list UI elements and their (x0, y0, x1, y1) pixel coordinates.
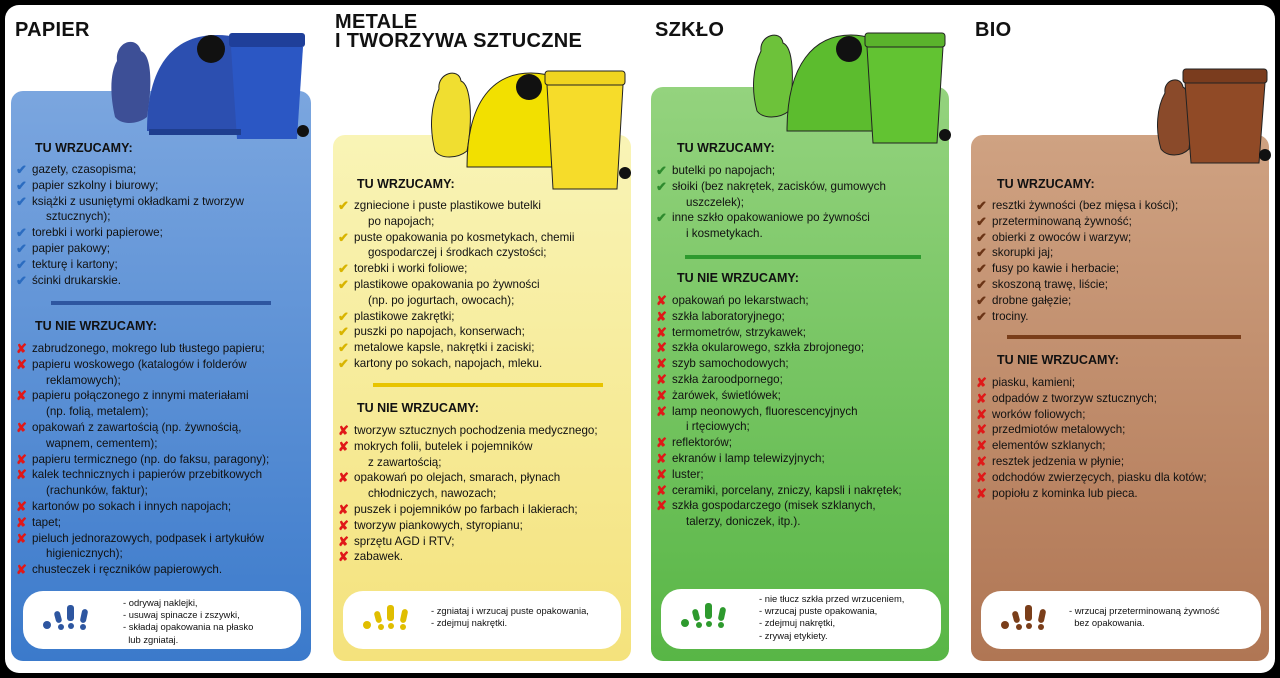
cross-icon: ✘ (976, 390, 987, 406)
item-text: opakowań po lekarstwach; (672, 294, 809, 307)
item-text: kartonów po sokach i innych napojach; (32, 499, 232, 513)
item-text: żarówek, świetlówek; (672, 388, 781, 402)
column-metale (327, 5, 643, 673)
cross-icon: ✘ (16, 498, 27, 514)
item-text: (np. folią, metalem); (46, 405, 149, 419)
check-icon: ✔ (656, 178, 667, 194)
no-heading: TU NIE WRZUCAMY: (997, 353, 1119, 367)
cross-icon: ✘ (976, 422, 987, 438)
check-icon: ✔ (16, 272, 27, 288)
yes-list (337, 198, 631, 372)
cross-icon: ✘ (656, 387, 667, 403)
accepted-item (337, 261, 631, 277)
check-icon: ✔ (16, 177, 27, 193)
check-icon: ✔ (338, 324, 349, 340)
tip-line: - odrywaj naklejki, (123, 597, 198, 608)
check-icon: ✔ (16, 256, 27, 272)
item-text: tapet; (32, 515, 62, 529)
item-text: szkła żaroodpornego; (672, 372, 783, 386)
no-heading: TU NIE WRZUCAMY: (677, 271, 799, 285)
item-text: puste opakowania po kosmetykach, chemii (354, 230, 575, 244)
cross-icon: ✘ (16, 451, 27, 467)
check-icon: ✔ (338, 198, 349, 213)
cross-icon: ✘ (656, 308, 667, 324)
rejected-item (655, 435, 951, 451)
item-text: szyb samochodowych; (672, 357, 789, 371)
waste-bin-illustration (747, 19, 957, 149)
rejected-item (655, 356, 951, 372)
tip-text (759, 593, 904, 642)
accepted-item (655, 210, 949, 242)
rejected-item (975, 486, 1271, 502)
item-text: skoszoną trawę, liście; (992, 277, 1108, 291)
column-szklo (647, 5, 963, 673)
item-text: pieluch jednorazowych, podpasek i artykułów (32, 531, 265, 545)
item-text: skorupki jaj; (992, 246, 1054, 260)
accepted-item (337, 277, 631, 309)
item-text: tworzyw sztucznych pochodzenia medycznego; (354, 424, 598, 437)
item-text: kalek technicznych i papierów przebitkowych (32, 468, 263, 482)
item-text: zabrudzonego, mokrego lub tłustego papieru; (32, 342, 265, 355)
item-text: torebki i worki foliowe; (354, 262, 468, 276)
tip-box (23, 591, 301, 649)
check-icon: ✔ (16, 162, 27, 177)
cross-icon: ✘ (338, 517, 349, 533)
yes-list (15, 162, 307, 288)
waste-bin-illustration (107, 21, 317, 151)
item-text: inne szkło opakowaniowe po żywności (672, 211, 870, 225)
item-text: chłodniczych, nawozach; (368, 487, 497, 501)
check-icon: ✔ (976, 245, 987, 261)
cross-icon: ✘ (656, 403, 667, 419)
rejected-item (975, 470, 1271, 486)
item-text: i kosmetykach. (686, 227, 763, 241)
recycling-poster (5, 5, 1275, 673)
check-icon: ✔ (16, 193, 27, 209)
cross-icon: ✘ (656, 498, 667, 514)
rejected-item (337, 518, 633, 534)
waste-bin-illustration (1153, 63, 1273, 168)
cross-icon: ✘ (338, 423, 349, 438)
title-line: BIO (975, 19, 1012, 41)
cross-icon: ✘ (976, 453, 987, 469)
cross-icon: ✘ (338, 470, 349, 486)
divider (685, 255, 921, 259)
rejected-item (655, 404, 951, 436)
item-text: opakowań z zawartością (np. żywnością, (32, 420, 242, 434)
item-text: sztucznych); (46, 210, 111, 224)
accepted-item (975, 293, 1269, 309)
cross-icon: ✘ (656, 324, 667, 340)
item-text: reklamowych); (46, 373, 121, 387)
rejected-item (15, 388, 311, 420)
item-text: resztek jedzenia w płynie; (992, 454, 1125, 468)
item-text: papieru woskowego (katalogów i folderów (32, 357, 247, 371)
rejected-item (15, 357, 311, 389)
rejected-item (655, 309, 951, 325)
check-icon: ✔ (656, 210, 667, 226)
item-text: odpadów z tworzyw sztucznych; (992, 391, 1157, 405)
item-text: wapnem, cementem); (46, 436, 158, 450)
check-icon: ✔ (976, 261, 987, 277)
item-text: książki z usuniętymi okładkami z tworzyw (32, 194, 244, 208)
check-icon: ✔ (338, 340, 349, 356)
rejected-item (975, 391, 1271, 407)
item-text: ceramiki, porcelany, zniczy, kapsli i nakrętek; (672, 483, 902, 497)
accepted-item (15, 178, 307, 194)
tip-line: - nie tłucz szkła przed wrzuceniem, (759, 593, 905, 604)
title-line: METALE (335, 11, 418, 33)
cross-icon: ✘ (16, 467, 27, 483)
tip-line: - składaj opakowania na płasko (123, 621, 254, 633)
accepted-item (337, 356, 631, 372)
item-text: papieru termicznego (np. do faksu, paragony); (32, 452, 270, 466)
rejected-item (337, 439, 633, 471)
rejected-item (975, 422, 1271, 438)
cross-icon: ✘ (16, 388, 27, 404)
item-text: z zawartością; (368, 455, 442, 469)
check-icon: ✔ (338, 261, 349, 277)
cross-icon: ✘ (16, 530, 27, 546)
tip-line: - zrywaj etykiety. (759, 629, 828, 641)
yes-list (655, 163, 949, 242)
no-list (655, 293, 951, 530)
accepted-item (655, 179, 949, 211)
item-text: przedmiotów metalowych; (992, 423, 1126, 437)
tip-box (981, 591, 1261, 649)
item-text: tworzyw piankowych, styropianu; (354, 518, 523, 532)
exclamation-icon (41, 603, 95, 631)
item-text: mokrych folii, butelek i pojemników (354, 439, 533, 453)
tip-text (123, 597, 253, 646)
check-icon: ✔ (16, 240, 27, 256)
tip-line: - zdejmuj nakrętki, (759, 617, 836, 629)
tip-box (661, 589, 941, 649)
cross-icon: ✘ (338, 501, 349, 517)
check-icon: ✔ (338, 229, 349, 245)
rejected-item (15, 562, 311, 578)
column-title (335, 13, 582, 51)
rejected-item (655, 498, 951, 530)
check-icon: ✔ (976, 213, 987, 229)
item-text: przeterminowaną żywność; (992, 214, 1132, 228)
rejected-item (975, 375, 1271, 391)
item-text: opakowań po olejach, smarach, płynach (354, 471, 561, 485)
accepted-item (975, 198, 1269, 214)
cross-icon: ✘ (976, 375, 987, 390)
tip-line: - zdejmuj nakrętki. (431, 617, 508, 629)
divider (1007, 335, 1241, 339)
rejected-item (15, 531, 311, 563)
item-text: kartony po sokach, napojach, mleku. (354, 356, 543, 370)
divider (373, 383, 603, 387)
item-text: papier pakowy; (32, 241, 110, 255)
accepted-item (15, 194, 307, 226)
item-text: (np. po jogurtach, owocach); (368, 293, 515, 307)
item-text: obierki z owoców i warzyw; (992, 230, 1132, 244)
accepted-item (975, 277, 1269, 293)
rejected-item (975, 438, 1271, 454)
item-text: lamp neonowych, fluorescencyjnych (672, 404, 858, 418)
item-text: po napojach; (368, 214, 435, 228)
rejected-item (15, 452, 311, 468)
rejected-item (655, 372, 951, 388)
rejected-item (655, 340, 951, 356)
rejected-item (337, 470, 633, 502)
item-text: metalowe kapsle, nakrętki i zaciski; (354, 341, 535, 355)
rejected-item (655, 325, 951, 341)
item-text: szkła laboratoryjnego; (672, 309, 785, 323)
item-text: papier szkolny i biurowy; (32, 178, 159, 192)
item-text: resztki żywności (bez mięsa i kości); (992, 199, 1179, 212)
check-icon: ✔ (976, 292, 987, 308)
cross-icon: ✘ (976, 438, 987, 454)
item-text: papieru połączonego z innymi materiałami (32, 389, 249, 403)
accepted-item (337, 309, 631, 325)
item-text: słoiki (bez nakrętek, zacisków, gumowych (672, 179, 886, 193)
accepted-item (655, 163, 949, 179)
tip-text (1069, 605, 1220, 629)
column-bio (967, 5, 1275, 673)
item-text: piasku, kamieni; (992, 376, 1076, 389)
no-heading: TU NIE WRZUCAMY: (35, 319, 157, 333)
item-text: i rtęciowych; (686, 420, 750, 434)
item-text: ekranów i lamp telewizyjnych; (672, 451, 825, 465)
exclamation-icon (999, 603, 1053, 631)
exclamation-icon (679, 601, 733, 629)
accepted-item (337, 230, 631, 262)
item-text: trociny. (992, 309, 1029, 323)
rejected-item (337, 423, 633, 439)
accepted-item (975, 230, 1269, 246)
cross-icon: ✘ (338, 533, 349, 549)
cross-icon: ✘ (656, 450, 667, 466)
item-text: butelki po napojach; (672, 164, 776, 177)
yes-heading: TU WRZUCAMY: (35, 141, 133, 155)
accepted-item (15, 241, 307, 257)
tip-line: - wrzucaj puste opakowania, (759, 605, 878, 617)
item-text: zgniecione i puste plastikowe butelki (354, 199, 541, 212)
tip-line: bez opakowania. (1069, 617, 1145, 629)
check-icon: ✔ (656, 163, 667, 178)
item-text: sprzętu AGD i RTV; (354, 534, 455, 548)
rejected-item (15, 515, 311, 531)
item-text: uszczelek); (686, 195, 744, 209)
no-list (337, 423, 633, 565)
cross-icon: ✘ (16, 514, 27, 530)
item-text: tekturę i kartony; (32, 257, 118, 271)
item-text: plastikowe opakowania po żywności (354, 277, 540, 291)
check-icon: ✔ (976, 229, 987, 245)
check-icon: ✔ (338, 276, 349, 292)
column-title (655, 21, 724, 40)
yes-heading: TU WRZUCAMY: (997, 177, 1095, 191)
item-text: fusy po kawie i herbacie; (992, 262, 1119, 276)
rejected-item (975, 454, 1271, 470)
rejected-item (655, 467, 951, 483)
cross-icon: ✘ (656, 435, 667, 451)
item-text: higienicznych); (46, 547, 123, 561)
item-text: (rachunków, faktur); (46, 484, 148, 498)
rejected-item (15, 420, 311, 452)
tip-text (431, 605, 589, 629)
exclamation-icon (361, 603, 415, 631)
check-icon: ✔ (338, 308, 349, 324)
item-text: gazety, czasopisma; (32, 163, 137, 176)
item-text: torebki i worki papierowe; (32, 226, 163, 240)
item-text: reflektorów; (672, 436, 732, 450)
column-papier (7, 5, 323, 673)
rejected-item (655, 293, 951, 309)
waste-bin-illustration (427, 55, 637, 200)
item-text: talerzy, doniczek, itp.). (686, 515, 801, 529)
tip-line: - usuwaj spinacze i zszywki, (123, 609, 240, 621)
rejected-item (337, 502, 633, 518)
accepted-item (15, 225, 307, 241)
accepted-item (975, 309, 1269, 325)
cross-icon: ✘ (656, 466, 667, 482)
accepted-item (15, 257, 307, 273)
cross-icon: ✘ (656, 371, 667, 387)
accepted-item (15, 273, 307, 289)
item-text: puszek i pojemników po farbach i lakierach; (354, 502, 578, 516)
accepted-item (975, 245, 1269, 261)
item-text: ścinki drukarskie. (32, 273, 121, 287)
item-text: termometrów, strzykawek; (672, 325, 807, 339)
item-text: luster; (672, 467, 704, 481)
accepted-item (337, 340, 631, 356)
cross-icon: ✘ (656, 340, 667, 356)
cross-icon: ✘ (976, 406, 987, 422)
rejected-item (15, 467, 311, 499)
item-text: zabawek. (354, 550, 403, 564)
yes-heading: TU WRZUCAMY: (357, 177, 455, 191)
cross-icon: ✘ (976, 469, 987, 485)
item-text: odchodów zwierzęcych, piasku dla kotów; (992, 470, 1207, 484)
item-text: elementów szklanych; (992, 439, 1106, 453)
check-icon: ✔ (16, 225, 27, 241)
cross-icon: ✘ (656, 356, 667, 372)
column-title (975, 21, 1011, 40)
item-text: drobne gałęzie; (992, 293, 1072, 307)
title-line: PAPIER (15, 19, 90, 41)
item-text: popiołu z kominka lub pieca. (992, 486, 1138, 500)
rejected-item (15, 341, 311, 357)
no-list (15, 341, 311, 578)
check-icon: ✔ (976, 198, 987, 213)
rejected-item (655, 483, 951, 499)
accepted-item (975, 261, 1269, 277)
item-text: szkła okularowego, szkła zbrojonego; (672, 341, 865, 355)
cross-icon: ✘ (656, 482, 667, 498)
accepted-item (15, 162, 307, 178)
yes-heading: TU WRZUCAMY: (677, 141, 775, 155)
cross-icon: ✘ (338, 549, 349, 565)
item-text: gospodarczej i środkach czystości; (368, 246, 547, 260)
cross-icon: ✘ (16, 341, 27, 356)
column-title (15, 21, 90, 40)
item-text: puszki po napojach, konserwach; (354, 325, 525, 339)
item-text: plastikowe zakrętki; (354, 309, 455, 323)
cross-icon: ✘ (16, 356, 27, 372)
check-icon: ✔ (976, 308, 987, 324)
item-text: szkła gospodarczego (misek szklanych, (672, 499, 876, 513)
tip-line: - zgniataj i wrzucaj puste opakowania, (431, 605, 589, 616)
tip-line: lub zgniataj. (123, 633, 179, 645)
cross-icon: ✘ (976, 485, 987, 501)
accepted-item (975, 214, 1269, 230)
tip-box (343, 591, 621, 649)
cross-icon: ✘ (16, 419, 27, 435)
no-list (975, 375, 1271, 501)
rejected-item (655, 451, 951, 467)
rejected-item (15, 499, 311, 515)
divider (51, 301, 271, 305)
rejected-item (975, 407, 1271, 423)
yes-list (975, 198, 1269, 324)
title-line: I TWORZYWA SZTUCZNE (335, 30, 583, 52)
item-text: worków foliowych; (992, 407, 1086, 421)
cross-icon: ✘ (656, 293, 667, 308)
rejected-item (655, 388, 951, 404)
accepted-item (337, 198, 631, 230)
check-icon: ✔ (976, 276, 987, 292)
check-icon: ✔ (338, 355, 349, 371)
cross-icon: ✘ (338, 438, 349, 454)
tip-line: - wrzucaj przeterminowaną żywność (1069, 605, 1220, 616)
cross-icon: ✘ (16, 562, 27, 578)
no-heading: TU NIE WRZUCAMY: (357, 401, 479, 415)
accepted-item (337, 324, 631, 340)
item-text: chusteczek i ręczników papierowych. (32, 563, 223, 577)
title-line: SZKŁO (655, 19, 725, 41)
rejected-item (337, 549, 633, 565)
rejected-item (337, 534, 633, 550)
